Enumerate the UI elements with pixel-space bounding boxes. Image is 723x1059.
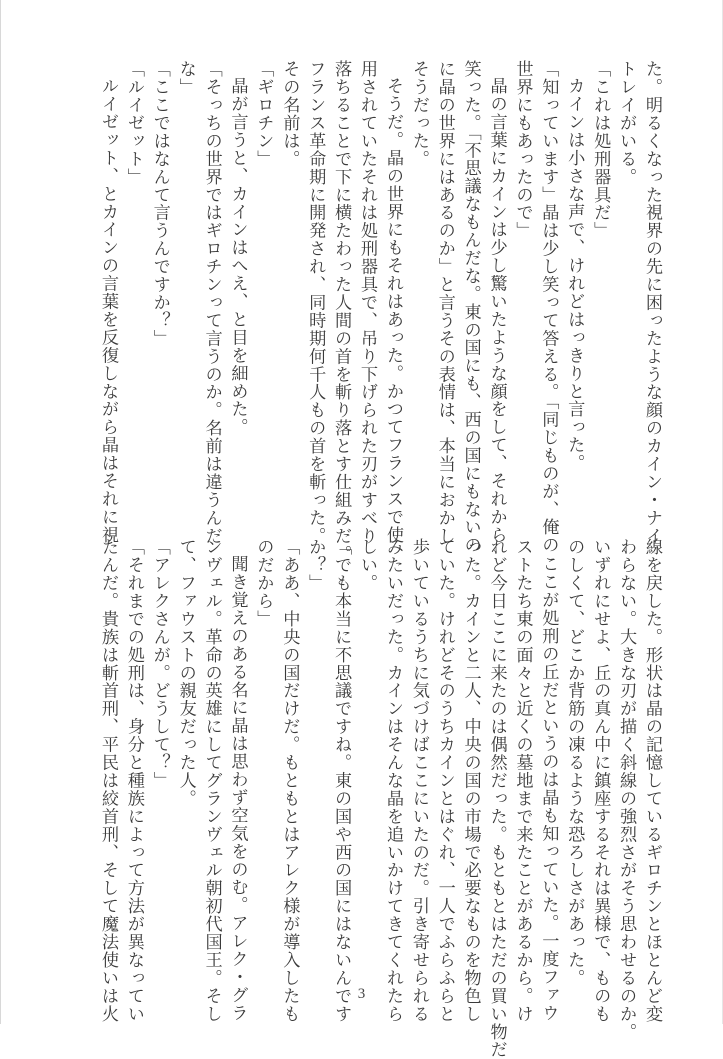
text-line: しい。 bbox=[357, 538, 378, 592]
text-line: 「これは処刑器具だ」 bbox=[590, 60, 611, 240]
text-line: に晶の世界にはあるのか」と言うその表情は、本当におかし bbox=[434, 60, 455, 545]
text-line: 「アレクさんが。どうして？」 bbox=[149, 538, 170, 790]
text-line: そうだ。晶の世界にもそれはあった。かつてフランスで使 bbox=[382, 77, 403, 544]
text-line: いずれにせよ、丘の真ん中に鎮座するそれは異様で、ものも bbox=[590, 538, 611, 1023]
page-number: 3 bbox=[357, 986, 366, 1002]
text-line: 「知っています」晶は少し笑って答える。「同じものが、俺の bbox=[538, 60, 559, 554]
text-line: トレイがいる。 bbox=[616, 60, 637, 186]
text-line: わらない。大きな刃が描く斜線の強烈さがそう思わせるのか。 bbox=[616, 538, 637, 1041]
text-line: て、ファウストの親友だった人。 bbox=[175, 538, 196, 808]
text-line: 「ここではなんて言うんですか？」 bbox=[149, 60, 170, 348]
text-line: みたいだった。カインはそんな晶を追いかけてきてくれたら bbox=[382, 538, 403, 1023]
text-line: 用されていたそれは処刑器具で、吊り下げられた刃がすべり bbox=[357, 60, 378, 545]
text-line: 線を戻した。形状は晶の記憶しているギロチンとほとんど変 bbox=[642, 538, 662, 1023]
text-line: ストたち東の面々と近くの墓地まで来たことがあるから。け bbox=[512, 538, 533, 1023]
text-line: 「ああ、中央の国だけだ。もともとはアレク様が導入したも bbox=[279, 538, 300, 1023]
text-block-top bbox=[60, 60, 664, 563]
text-line: ていた。けれどそのうちカインとはぐれ、一人でふらふらと bbox=[434, 538, 455, 1023]
text-line: 晶の言葉にカインは少し驚いたような顔をして、それから bbox=[486, 77, 507, 544]
text-line: 「それまでの処刑は、身分と種族によって方法が異なってい bbox=[123, 538, 144, 1023]
text-line: か？」 bbox=[305, 538, 326, 592]
text-line: 「ルイゼット」 bbox=[123, 60, 144, 186]
text-line: 世界にもあったので」 bbox=[512, 60, 533, 240]
text-line: のだから」 bbox=[253, 538, 274, 628]
text-line: 晶が言うと、カインはへえ、と目を細めた。 bbox=[227, 77, 248, 437]
text-line: 笑った。「不思議なもんだな。東の国にも、西の国にもないの bbox=[460, 60, 481, 554]
text-line: たんだ。貴族は斬首刑、平民は絞首刑、そして魔法使いは火 bbox=[97, 538, 118, 1023]
text-line: た。明るくなった視界の先に困ったような顔のカイン・ナイ bbox=[642, 60, 662, 545]
text-line: カインは小さな声で、けれどはっきりと言った。 bbox=[564, 77, 585, 473]
text-line: 落ちることで下に横たわった人間の首を斬り落とす仕組みだ。 bbox=[331, 60, 352, 563]
text-line: 歩いているうちに気づけばここにいたのだ。引き寄せられる bbox=[408, 538, 429, 1023]
text-line: 「そっちの世界ではギロチンって言うのか。名前は違うんだ bbox=[201, 60, 222, 545]
text-block-bottom bbox=[60, 538, 664, 1059]
text-line: フランス革命期に開発され、同時期何千人もの首を斬った。 bbox=[305, 60, 326, 545]
text-line: った。カインと二人、中央の国の市場で必要なものを物色し bbox=[460, 538, 481, 1023]
text-line: れど今日ここに来たのは偶然だった。もともとはただの買い物だ bbox=[486, 538, 507, 1059]
text-line: そうだった。 bbox=[408, 60, 429, 168]
text-line: な」 bbox=[175, 60, 196, 96]
text-line: 「ギロチン」 bbox=[253, 60, 274, 168]
text-line: その名前は。 bbox=[279, 60, 300, 168]
text-line: ンヴェル。革命の英雄にしてグランヴェル朝初代国王。そし bbox=[201, 538, 222, 1023]
text-line: ここが処刑の丘だというのは晶も知っていた。一度ファウ bbox=[538, 555, 559, 1022]
text-line: 聞き覚えのある名に晶は思わず空気をのむ。アレク・グラ bbox=[227, 555, 248, 1022]
text-line: のしくて、どこか背筋の凍るような恐ろしさがあった。 bbox=[564, 538, 585, 987]
text-line: 「でも本当に不思議ですね。東の国や西の国にはないんです bbox=[331, 538, 352, 1023]
text-line: ルイゼット、とカインの言葉を反復しながら晶はそれに視 bbox=[97, 77, 118, 544]
